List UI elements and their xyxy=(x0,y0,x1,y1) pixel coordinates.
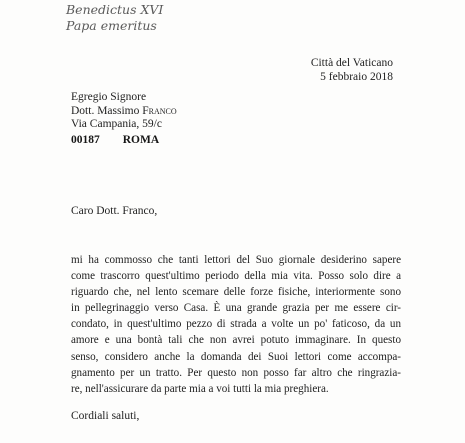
letter-date: 5 febbraio 2018 xyxy=(320,70,393,83)
postal-city: ROMA xyxy=(122,134,160,146)
body-line: mi ha commosso che tanti lettori del Suo giornale desiderino sapere xyxy=(71,254,401,266)
address-name-prefix: Dott. Massimo xyxy=(71,104,143,117)
body-line: condato, in quest'ultimo pezzo di strada a volte un po' faticoso, da un xyxy=(71,318,401,331)
letterhead xyxy=(66,2,163,33)
letterhead-title: Papa emeritus xyxy=(66,17,157,33)
closing: Cordiali saluti, xyxy=(71,410,140,422)
postal-code: 00187 xyxy=(71,134,100,146)
address-greeting: Egregio Signore xyxy=(71,91,147,103)
salutation: Caro Dott. Franco, xyxy=(71,205,158,217)
postal-line xyxy=(71,134,159,147)
body-line: in pellegrinaggio verso Casa. È una grande grazia per me essere cir- xyxy=(71,302,401,315)
recipient-address xyxy=(71,91,177,132)
body-line: come trascorro quest'ultimo periodo della mia vita. Posso solo dire a xyxy=(71,270,401,283)
letterhead-name: Benedictus XVI xyxy=(66,2,164,17)
address-name xyxy=(71,105,177,119)
letter-place: Città del Vaticano xyxy=(310,57,393,69)
letter-body xyxy=(71,252,401,397)
address-street: Via Campania, 59/c xyxy=(71,118,162,131)
address-surname: Franco xyxy=(142,104,177,117)
body-line: re, nell'assicurare da parte mia a voi tutti la mia preghiera. xyxy=(71,382,329,395)
body-line: riguardo che, nel lento scemare delle forze fisiche, interiormente sono xyxy=(71,286,401,299)
body-line: gnamento per un tratto. Per questo non posso far altro che ringrazia- xyxy=(71,366,401,379)
body-line: amore e una bontà tali che non avrei potuto immaginare. In questo xyxy=(71,334,401,347)
body-line: senso, considero anche la domanda dei Suoi lettori come accompa- xyxy=(71,350,401,363)
place-and-date xyxy=(311,57,393,84)
